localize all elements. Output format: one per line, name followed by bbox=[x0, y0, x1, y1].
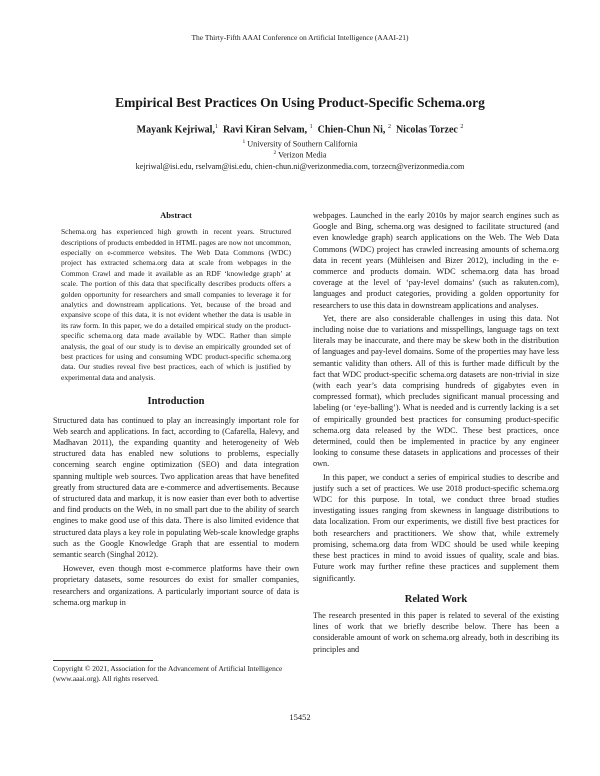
author-name: Ravi Kiran Selvam, bbox=[222, 124, 308, 136]
body-paragraph: webpages. Launched in the early 2010s by major search engines such as Google and Bing, schema.org was designed to facilitate structured (and even knowledge graph) search applications on the Web. The Web Data Commons (WDC) project has crawled increasing amounts of schema.org data in recent years (Mühleisen and Bizer 2012), including in the e-commerce and products domain. WDC schema.org data has broad coverage at the level of ‘pay-level domains’ (such as rakuten.com), languages and product categories, providing a golden opportunity for researchers to use this data in downstream applications and analyses. bbox=[313, 211, 559, 310]
footnote-rule bbox=[53, 660, 153, 661]
right-column bbox=[313, 210, 559, 655]
intro-paragraph-2: However, even though most e-commerce platforms have their own proprietary datasets, some resources do exist for smaller companies, researchers and organizations. A particularly important source of data is schema.org markup in bbox=[53, 564, 299, 607]
body-paragraph: In this paper, we conduct a series of empirical studies to describe and justify such a set of practices. We use 2018 product-specific schema.org WDC for this purpose. In total, we conduct three broad studies investigating issues ranging from skewness in language distributions to data localization. From our experiments, we distill five best practices for both researchers and practitioners. We show that, while extremely promising, schema.org data from WDC should be used while keeping these best practices in mind to avoid issues of quality, scale and bias. Future work may further refine these practices and supplement them significantly. bbox=[313, 472, 559, 583]
intro-paragraph-1: Structured data has continued to play an increasingly important role for Web search and applications. In fact, according to (Cafarella, Halevy, and Madhavan 2011), the expanding quantity and heterogeneity of Web structured data has enabled new solutions to problems, especially concerning search engine optimization (SEO) and data integration spanning multiple web sources. Two application areas that have benefited greatly from structured data are e-commerce and advertisements. Because of structured data and markup, it is now easier than ever both to advertise and find products on the Web, in no small part due to the ability of search engines to make good use of this data. There is also limited evidence that structured data plays a key role in populating Web-scale knowledge graphs such as the Google Knowledge Graph that are essential to modern semantic search (Singhal 2012). bbox=[53, 415, 299, 559]
affil-mark: 2 bbox=[273, 150, 277, 156]
affil-name: University of Southern California bbox=[247, 139, 358, 149]
author-list bbox=[0, 124, 600, 135]
author-name: Chien-Chun Ni, bbox=[317, 124, 386, 136]
related-work-paragraph-1: The research presented in this paper is related to several of the existing lines of work that we briefly describe below. There has been a considerable amount of work on schema.org already, both in describing its principles and bbox=[313, 610, 559, 654]
conference-header: The Thirty-Fifth AAAI Conference on Artificial Intelligence (AAAI-21) bbox=[191, 33, 409, 42]
author-affil-mark: 1 bbox=[309, 124, 313, 130]
affiliation-2 bbox=[0, 150, 600, 160]
introduction-heading: Introduction bbox=[147, 396, 205, 408]
abstract-text: Schema.org has experienced high growth in recent years. Structured descriptions of products embedded in HTML pages are now not uncommon, especially on e-commerce websites. The Web Data Commons (WDC) project has extracted schema.org data at scale from webpages in the Common Crawl and made it available as an RDF ‘knowledge graph’ at scale. The portion of this data that specifically describes products offers a golden opportunity for researchers and small companies to leverage it for analytics and downstream applications. Yet, because of the broad and expansive scope of this data, it is not evident whether the data is usable in its raw form. In this paper, we do a detailed empirical study on the product-specific schema.org data made available by WDC. Rather than simple analysis, the goal of our study is to devise an empirically grounded set of best practices for using and consuming WDC product-specific schema.org data. Our studies reveal five best practices, each of which is justified by experimental data and analysis. bbox=[61, 227, 291, 382]
author-name: Nicolas Torzec bbox=[395, 124, 458, 136]
page-number: 15452 bbox=[289, 712, 311, 722]
author-affil-mark: 1 bbox=[214, 124, 218, 130]
body-paragraph: Yet, there are also considerable challenges in using this data. Not including noise due to variations and misspellings, language tags on text literals may be inaccurate, and there may be skew both in the distribution of languages and pay-level domains. Some of the properties may have less semantic validity than others. All of this is further made difficult by the fact that WDC product-specific schema.org datasets are non-trivial in size (with each year’s data comprising hundreds of gigabytes even in compressed format), which precludes significant manual processing and labeling (or ‘eye-balling’). What is needed and is currently lacking is a set of empirically grounded best practices for consuming product-specific schema.org data released by the WDC. These best practices, once determined, could then be implemented in practice by any engineer looking to consume these datasets in applications and processes of their own. bbox=[313, 313, 559, 469]
author-affil-mark: 2 bbox=[387, 124, 391, 130]
affiliation-1 bbox=[0, 139, 600, 149]
paper-title: Empirical Best Practices On Using Product-Specific Schema.org bbox=[115, 95, 485, 110]
author-emails: kejriwal@isi.edu, rselvam@isi.edu, chien-chun.ni@verizonmedia.com, torzecn@verizonmedia.com bbox=[135, 162, 465, 171]
abstract-heading: Abstract bbox=[160, 210, 192, 220]
related-work-heading: Related Work bbox=[404, 593, 468, 605]
author-affil-mark: 2 bbox=[460, 124, 464, 130]
copyright-notice: Copyright © 2021, Association for the Advancement of Artificial Intelligence (www.aaai.org). All rights reserved. bbox=[53, 664, 283, 683]
affil-mark: 1 bbox=[242, 139, 246, 145]
left-column bbox=[53, 210, 299, 608]
affil-name: Verizon Media bbox=[278, 150, 327, 160]
author-name: Mayank Kejriwal, bbox=[136, 124, 215, 136]
